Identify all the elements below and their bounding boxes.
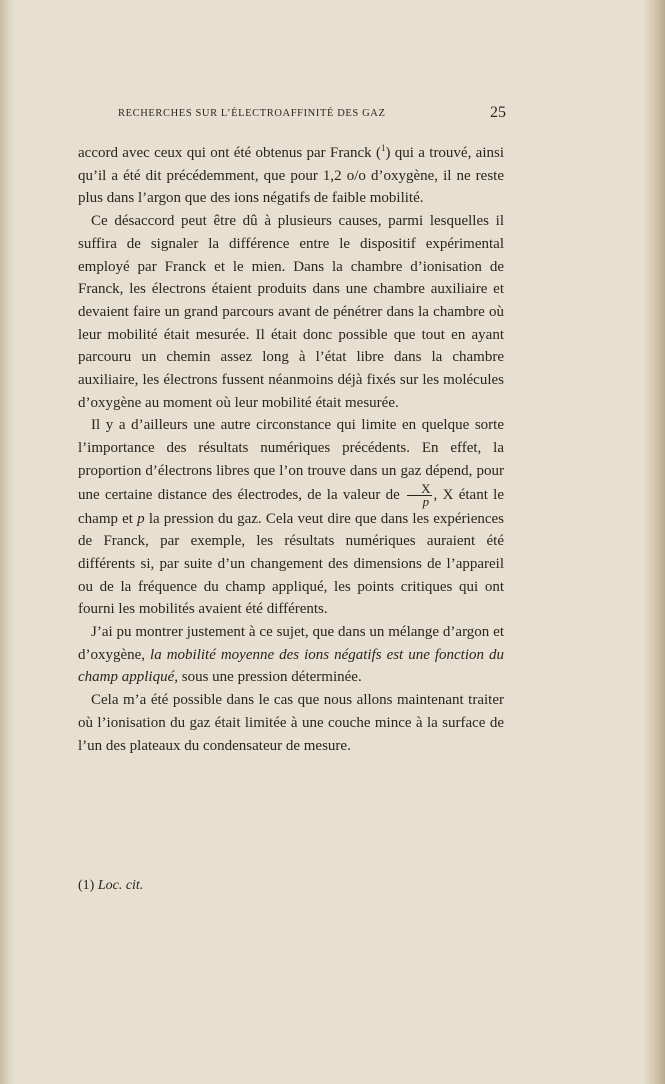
- footnote-text: Loc. cit.: [97, 878, 144, 893]
- paragraph-4: [78, 621, 504, 689]
- paragraph-4-italic-statement: la mobilité moyenne des ions négatifs est une fonction du champ appliqué,: [78, 646, 504, 686]
- footnote-mark: (1): [78, 878, 95, 893]
- fraction-denominator: p: [422, 493, 430, 509]
- paragraph-3-text-a: Il y a d’ailleurs une autre circonstance qui limite en quelque sorte l’importance des résultats numériques précédents. En effet, la proportion d’électrons libres que l’on trouve dans un gaz dépend, pour une certaine distance des électrodes, de la valeur de: [78, 417, 504, 503]
- body-text: [78, 142, 504, 757]
- paragraph-1: accord avec ceux qui ont été obtenus par Franck ($^1$) qui a trouvé, ainsi qu’il a été dit précédemment, que pour 1,2 o/o d’oxygène, il ne reste plus dans l’argon que des ions négatifs de faible mobilité.: [78, 143, 504, 207]
- paragraph-2: Ce désaccord peut être dû à plusieurs causes, parmi lesquelles il suffira de signaler la différence entre le dispositif expérimental employé par Franck et le mien. Dans la chambre d’ionisation de Franck, les électrons étaient produits dans une chambre auxiliaire et devaient faire un grand parcours avant de pénétrer dans la chambre où leur mobilité était mesurée. Il était donc possible que tout en ayant parcouru un chemin assez long à l’état libre dans la chambre auxiliaire, les électrons fussent néanmoins déjà fixés sur les molécules d’oxygène au moment où leur mobilité était mesurée.: [78, 213, 504, 411]
- paragraph-4-text-b: sous une pression déterminée.: [181, 669, 362, 686]
- paragraph-3-text-c: la pression du gaz. Cela veut dire que dans les expériences de Franck, par exemple, les résultats numériques auraient été différents si, par suite d’un changement des dimensions de l’appareil ou de la fréquence du champ appliqué, les points critiques qui ont fourni les mobilités avaient été différents.: [78, 510, 505, 618]
- page-number: 25: [490, 104, 506, 121]
- fraction-x-over-p: [407, 480, 431, 509]
- page-right-edge: [643, 0, 665, 1084]
- paragraph-3: [78, 414, 504, 621]
- footnote: [78, 878, 504, 894]
- running-head: RECHERCHES SUR L’ÉLECTROAFFINITÉ DES GAZ: [118, 108, 386, 119]
- paragraph-3-text-b: , X étant le champ et: [78, 486, 505, 527]
- paragraph-5: Cela m’a été possible dans le cas que nous allons maintenant traiter où l’ionisation du gaz était limitée à une couche mince à la surface de l’un des plateaux du condensateur de mesure.: [78, 692, 504, 754]
- footnote-reference: 1: [380, 143, 386, 153]
- variable-p: p: [137, 510, 145, 527]
- paragraph-4-text-a: J’ai pu montrer justement à ce sujet, que dans un mélange d’argon et d’oxygène,: [78, 624, 504, 663]
- paragraph-1-text-a: accord avec ceux qui ont été obtenus par Franck: [78, 145, 372, 161]
- page-binding-edge: [0, 0, 14, 1084]
- paragraph-1-text-b: qui a trouvé, ainsi qu’il a été dit précédemment, que pour 1,2 o/o d’oxygène, il ne reste plus dans l’argon que des ions négatifs de faible mobilité.: [78, 145, 504, 207]
- fraction-numerator: X: [407, 483, 431, 496]
